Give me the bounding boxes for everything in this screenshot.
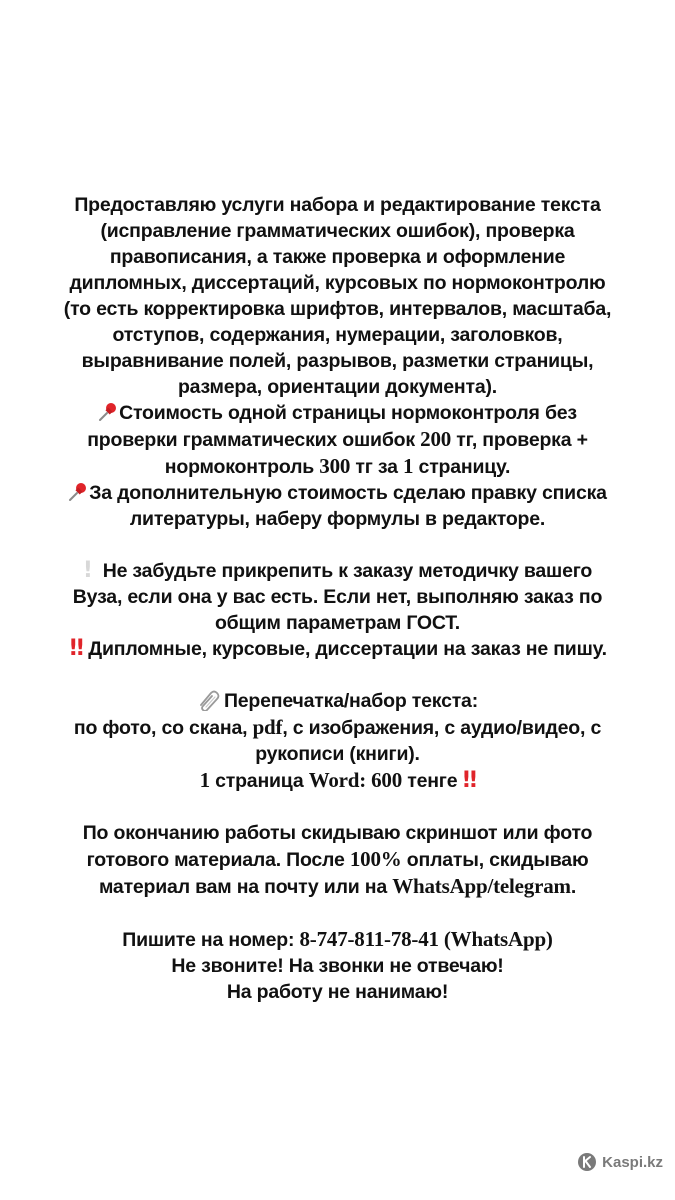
watermark-label: Kaspi.kz xyxy=(602,1153,663,1171)
contact-phone: 8-747-811-78-41 (WhatsApp) xyxy=(299,927,553,951)
finish-line-2 xyxy=(0,846,675,873)
contact-line-1 xyxy=(0,926,675,953)
retype-text-1a: по фото, со скана, xyxy=(73,717,253,739)
retype-text-3a: страница xyxy=(209,770,309,792)
retype-title-line xyxy=(0,688,675,714)
note-line-2: Вуза, если она у вас есть. Если нет, выполняю заказ по xyxy=(72,586,603,608)
price-line-1 xyxy=(0,400,675,426)
price-text-3c: страницу. xyxy=(413,456,511,478)
finish-text-3a: материал вам на почту или на xyxy=(98,876,393,898)
note-line-1 xyxy=(0,558,675,584)
price-value-200: 200 xyxy=(420,427,452,451)
note-text-1: Не забудьте прикрепить к заказу методичку вашего xyxy=(102,560,593,582)
warning-text: Дипломные, курсовые, диссертации на заказ не пишу. xyxy=(88,638,607,660)
contact-line-2: Не звоните! На звонки не отвечаю! xyxy=(171,955,504,977)
retype-page-count: 1 xyxy=(199,768,210,792)
paperclip-icon xyxy=(197,689,223,711)
intro-line-3: правописания, а также проверка и оформление xyxy=(109,246,566,268)
pushpin-icon xyxy=(68,482,88,502)
pushpin-icon xyxy=(98,402,118,422)
intro-line-2: (исправление грамматических ошибок), проверка xyxy=(100,220,575,242)
price-value-300: 300 xyxy=(319,454,351,478)
finish-text-2a: готового материала. После xyxy=(86,849,350,871)
price-text-2a: проверки грамматических ошибок xyxy=(87,429,421,451)
spacer xyxy=(0,794,675,820)
spacer xyxy=(0,532,675,558)
kaspi-logo-icon xyxy=(577,1152,597,1172)
retype-pdf: pdf xyxy=(252,715,283,739)
spacer xyxy=(0,662,675,688)
extra-text-1: За дополнительную стоимость сделаю правку списка xyxy=(89,482,607,504)
price-text-1: Стоимость одной страницы нормоконтроля без xyxy=(119,402,577,424)
finish-line-3 xyxy=(0,873,675,900)
price-text-2b: тг, проверка + xyxy=(451,429,588,451)
retype-price: Word: 600 xyxy=(308,768,402,792)
retype-text-3b: тенге xyxy=(402,770,458,792)
finish-line-1: По окончанию работы скидываю скриншот или фото xyxy=(82,822,593,844)
double-exclamation-icon: !! xyxy=(68,636,83,661)
kaspi-watermark xyxy=(577,1152,663,1172)
intro-line-8: размера, ориентации документа). xyxy=(177,376,498,398)
price-text-3a: нормоконтроль xyxy=(164,456,320,478)
price-text-3b: тг за xyxy=(350,456,404,478)
retype-line-1 xyxy=(0,714,675,741)
page-count-1: 1 xyxy=(403,454,414,478)
warning-line xyxy=(0,636,675,662)
retype-line-2: рукописи (книги). xyxy=(255,743,420,765)
double-exclamation-icon: !! xyxy=(461,768,476,793)
retype-text-1b: , с изображения, с аудио/видео, с xyxy=(282,717,602,739)
finish-text-2b: оплаты, скидываю xyxy=(401,849,589,871)
price-line-2 xyxy=(0,426,675,453)
price-line-3 xyxy=(0,453,675,480)
retype-line-3 xyxy=(0,767,675,794)
intro-line-4: дипломных, диссертаций, курсовых по нормоконтролю xyxy=(69,272,606,294)
contact-text-1: Пишите на номер: xyxy=(122,929,300,951)
finish-percent: 100% xyxy=(349,847,402,871)
note-line-3: общим параметрам ГОСТ. xyxy=(214,612,461,634)
finish-messenger: WhatsApp/telegram xyxy=(392,874,571,898)
announcement-text xyxy=(0,192,675,1005)
white-exclamation-icon: ! xyxy=(82,558,93,583)
retype-title: Перепечатка/набор текста: xyxy=(223,690,479,712)
intro-line-6: отступов, содержания, нумерации, заголовков, xyxy=(112,324,563,346)
extra-line-2: литературы, наберу формулы в редакторе. xyxy=(129,508,546,530)
finish-text-3b: . xyxy=(570,876,577,898)
intro-line-5: (то есть корректировка шрифтов, интервалов, масштаба, xyxy=(63,298,612,320)
contact-line-3: На работу не нанимаю! xyxy=(226,981,449,1003)
extra-line-1 xyxy=(0,480,675,506)
spacer xyxy=(0,900,675,926)
intro-line-1: Предоставляю услуги набора и редактирование текста xyxy=(74,194,601,216)
intro-line-7: выравнивание полей, разрывов, разметки страницы, xyxy=(81,350,594,372)
